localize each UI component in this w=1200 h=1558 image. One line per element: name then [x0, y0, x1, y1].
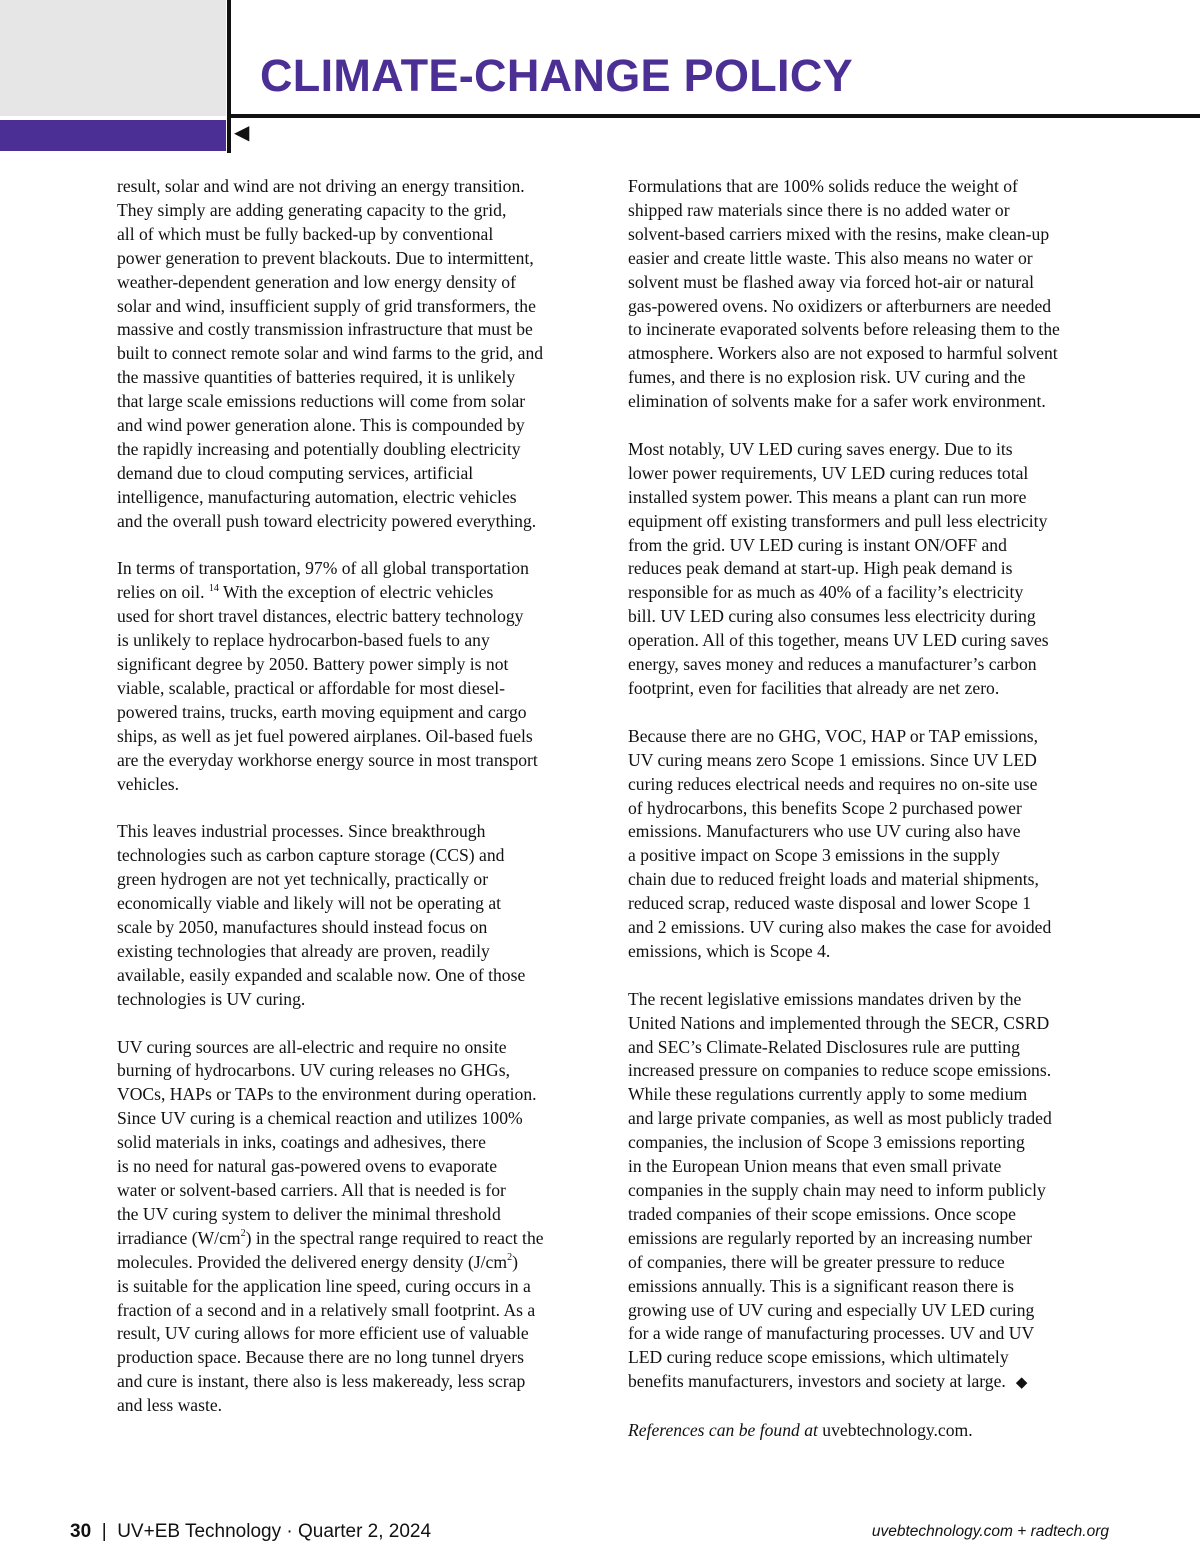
footer-publication: [70, 1521, 431, 1543]
left-paragraph-2-text-a: In terms of transportation, 97% of all global transportation relies on oil.: [117, 558, 529, 603]
left-column: [117, 175, 609, 1418]
footer-sites[interactable]: uvebtechnology.com + radtech.org: [871, 1523, 1109, 1540]
right-paragraph-2: Most notably, UV LED curing saves energy. Due to its lower power requirements, UV LED curing reduces total installed system power. This means a plant can run more equipment off existing transformers and pull less electricity from the grid. UV LED curing is instant ON/OFF and reduces peak demand at start-up. High peak demand is responsible for as much as 40% of a facility’s electricity bill. UV LED curing also consumes less electricity during operation. All of this together, means UV LED curing saves energy, saves money and reduces a manufacturer’s carbon footprint, even for facilities that already are net zero.: [628, 438, 1049, 699]
right-paragraph-1: Formulations that are 100% solids reduce the weight of shipped raw materials since there is no added water or solvent-based carriers mixed with the resins, make clean-up easier and create little waste. This also means no water or solvent must be flashed away via forced hot-air or natural gas-powered ovens. No oxidizers or afterburners are needed to incinerate evaporated solvents before releasing them to the atmosphere. Workers also are not exposed to harmful solvent fumes, and there is no explosion risk. UV curing and the elimination of solvents make for a safer work environment.: [628, 176, 1060, 412]
references-label: References can be found at: [628, 1420, 818, 1441]
header-gray-block: [0, 0, 226, 116]
left-paragraph-4-text-a: UV curing sources are all-electric and require no onsite burning of hydrocarbons. UV curing releases no GHGs, VOCs, HAPs or TAPs to the environment during operation. Since UV curing is a chemical reaction and utilizes 100% solid materials in inks, coatings and adhesives, there is no need for natural gas-powered ovens to evaporate water or solvent-based carriers. All that is needed is for the UV curing system to deliver the minimal threshold irradiance (W/cm: [117, 1036, 537, 1248]
left-paragraph-2: [117, 557, 609, 796]
superscript-2-irradiance: 2: [240, 1227, 246, 1239]
right-paragraph-4-text: The recent legislative emissions mandates driven by the United Nations and implemented through the SECR, CSRD and SEC’s Climate-Related Disclosures rule are putting increased pressure on companies to reduce scope emissions. While these regulations currently apply to some medium and large private companies, as well as most publicly traded companies, the inclusion of Scope 3 emissions reporting in the European Union means that even small private companies in the supply chain may need to inform publicly traded companies of their scope emissions. Once scope emissions are regularly reported by an increasing number of companies, there will be greater pressure to reduce emissions annually. This is a significant reason there is growing use of UV curing and especially UV LED curing for a wide range of manufacturing processes. UV and UV LED curing reduce scope emissions, which ultimately benefits manufacturers, investors and society at large.: [628, 988, 1052, 1392]
left-paragraph-4-text-c: ) is suitable for the application line speed, curing occurs in a fraction of a second and in a relatively small footprint. As a result, UV curing allows for more efficient use of valuable production space. Because there are no long tunnel dryers and cure is instant, there also is less makeready, less scrap and less waste.: [117, 1251, 536, 1416]
header-vertical-rule: [227, 0, 231, 153]
footer-separator: |: [101, 1521, 107, 1542]
left-paragraph-2-text-b: With the exception of electric vehicles used for short travel distances, electric battery technology is unlikely to replace hydrocarbon-based fuels to any significant degree by 2050. Battery power simply is not viable, scalable, practical or affordable for most diesel- powered trains, trucks, earth moving equipment and cargo ships, as well as jet fuel powered airplanes. Oil-based fuels are the everyday workhorse energy source in most transport vehicles.: [117, 582, 538, 794]
left-paragraph-4-text-b: ) in the spectral range required to react the molecules. Provided the delivered energy density (J/cm: [117, 1227, 544, 1272]
right-paragraph-4: [628, 988, 1118, 1395]
page-number: 30: [70, 1521, 92, 1542]
left-paragraph-1: result, solar and wind are not driving an energy transition. They simply are adding generating capacity to the grid, all of which must be fully backed-up by conventional power generation to prevent blackouts. Due to intermittent, weather-dependent generation and low energy density of solar and wind, insufficient supply of grid transformers, the massive and costly transmission infrastructure that must be built to connect remote solar and wind farms to the grid, and the massive quantities of batteries required, it is unlikely that large scale emissions reductions will come from solar and wind power generation alone. This is compounded by the rapidly increasing and potentially doubling electricity demand due to cloud computing services, artificial intelligence, manufacturing automation, electric vehicles and the overall push toward electricity powered everything.: [117, 176, 544, 531]
right-paragraph-3: Because there are no GHG, VOC, HAP or TAP emissions, UV curing means zero Scope 1 emissions. Since UV LED curing reduces electrical needs and requires no on-site use of hydrocarbons, this benefits Scope 2 purchased power emissions. Manufacturers who use UV curing also have a positive impact on Scope 3 emissions in the supply chain due to reduced freight loads and material shipments, reduced scrap, reduced waste disposal and lower Scope 1 and 2 emissions. UV curing also makes the case for avoided emissions, which is Scope 4.: [628, 725, 1052, 961]
left-arrow-icon: ◀: [234, 120, 250, 144]
header-accent-bar: [0, 120, 226, 151]
right-column: [628, 175, 1118, 1443]
superscript-2-energy: 2: [507, 1251, 513, 1263]
section-title: CLIMATE-CHANGE POLICY: [260, 50, 853, 101]
end-diamond-icon: ◆: [1015, 1373, 1028, 1392]
references-link[interactable]: uvebtechnology.com.: [822, 1420, 973, 1441]
header-horizontal-rule: [227, 114, 1200, 118]
left-paragraph-4: [117, 1036, 609, 1419]
references-line: [628, 1419, 1118, 1443]
publication-name: UV+EB Technology · Quarter 2, 2024: [117, 1521, 432, 1542]
footnote-ref-14: 14: [208, 582, 219, 594]
left-paragraph-3: This leaves industrial processes. Since breakthrough technologies such as carbon capture storage (CCS) and green hydrogen are not yet technically, practically or economically viable and likely will not be operating at scale by 2050, manufactures should instead focus on existing technologies that already are proven, readily available, easily expanded and scalable now. One of those technologies is UV curing.: [117, 821, 526, 1009]
